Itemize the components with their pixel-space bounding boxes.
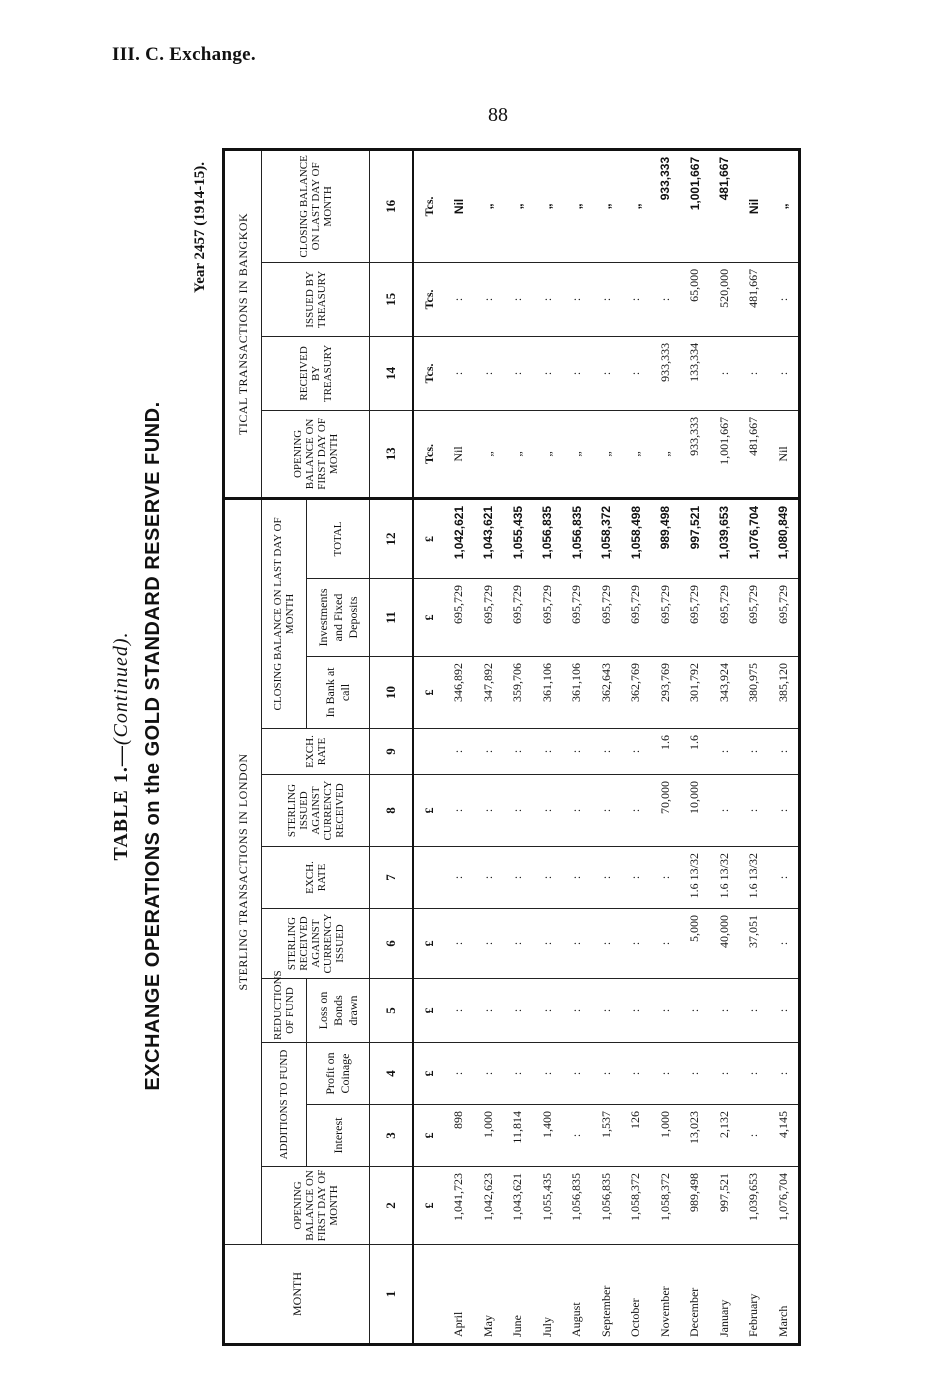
unit-label — [413, 1245, 444, 1345]
cell-c12: 1,058,498 — [621, 498, 651, 578]
cell-c13: „ — [474, 410, 504, 498]
cell-c16: „ — [503, 149, 533, 262]
unit-label: £ — [413, 1105, 444, 1167]
cell-c8: : — [769, 775, 800, 847]
cell-c4: : — [503, 1043, 533, 1105]
cell-c16: „ — [533, 149, 563, 262]
column-number-row — [370, 149, 414, 1344]
cell-c8: : — [621, 775, 651, 847]
table-row — [651, 149, 681, 1344]
month-cell — [680, 1245, 710, 1345]
cell-c5: : — [739, 979, 769, 1043]
cell-c9: : — [710, 729, 740, 775]
column-number: 6 — [370, 909, 414, 979]
cell-c15: : — [503, 262, 533, 336]
cell-c4: : — [739, 1043, 769, 1105]
cell-c12: 1,039,653 — [710, 498, 740, 578]
cell-c14: : — [474, 336, 504, 410]
cell-c10: 380,975 — [739, 657, 769, 729]
column-number: 9 — [370, 729, 414, 775]
month-label: June — [510, 1315, 525, 1337]
table-row — [562, 149, 592, 1344]
cell-c5: : — [680, 979, 710, 1043]
cell-c6: : — [769, 909, 800, 979]
cell-c16: „ — [769, 149, 800, 262]
unit-label — [413, 729, 444, 775]
cell-c5: : — [444, 979, 474, 1043]
cell-c3: 1,000 — [651, 1105, 681, 1167]
cell-c14: : — [533, 336, 563, 410]
cell-c13: „ — [592, 410, 622, 498]
cell-c6: : — [474, 909, 504, 979]
cell-c10: 293,769 — [651, 657, 681, 729]
header-c5: Loss on Bonds drawn — [307, 979, 370, 1043]
table-row — [503, 149, 533, 1344]
cell-c9: 1.6 — [651, 729, 681, 775]
cell-c12: 1,043,621 — [474, 498, 504, 578]
cell-c3: 2,132 — [710, 1105, 740, 1167]
column-number: 8 — [370, 775, 414, 847]
table-title-main: TABLE 1.— — [110, 745, 132, 861]
cell-c11: 695,729 — [562, 579, 592, 657]
cell-c15: : — [562, 262, 592, 336]
cell-c9: : — [503, 729, 533, 775]
header-c2: OPENING BALANCE ON FIRST DAY OF MONTH — [262, 1167, 370, 1245]
unit-label: Tcs. — [413, 262, 444, 336]
cell-c14: : — [592, 336, 622, 410]
unit-label: £ — [413, 498, 444, 578]
cell-c15: : — [592, 262, 622, 336]
cell-c13: „ — [562, 410, 592, 498]
cell-c10: 301,792 — [680, 657, 710, 729]
column-number: 16 — [370, 149, 414, 262]
cell-c2: 1,076,704 — [769, 1167, 800, 1245]
column-number: 7 — [370, 847, 414, 909]
cell-c16: 933,333 — [651, 149, 681, 262]
cell-c14: 133,334 — [680, 336, 710, 410]
month-label: January — [716, 1299, 731, 1337]
month-cell — [444, 1245, 474, 1345]
cell-c2: 1,056,835 — [592, 1167, 622, 1245]
cell-c4: : — [621, 1043, 651, 1105]
cell-c2: 1,055,435 — [533, 1167, 563, 1245]
cell-c16: Nil — [739, 149, 769, 262]
cell-c10: 385,120 — [769, 657, 800, 729]
cell-c11: 695,729 — [533, 579, 563, 657]
cell-c6: : — [533, 909, 563, 979]
cell-c13: „ — [503, 410, 533, 498]
month-label: November — [657, 1286, 672, 1337]
month-cell — [533, 1245, 563, 1345]
cell-c10: 343,924 — [710, 657, 740, 729]
cell-c16: „ — [621, 149, 651, 262]
year-label: Year 2457 (1914-15). — [192, 162, 208, 293]
cell-c7: : — [533, 847, 563, 909]
unit-label: £ — [413, 775, 444, 847]
cell-c6: : — [503, 909, 533, 979]
cell-c11: 695,729 — [739, 579, 769, 657]
cell-c5: : — [503, 979, 533, 1043]
group-closing: CLOSING BALANCE ON LAST DAY OF MONTH — [262, 498, 307, 728]
cell-c9: : — [533, 729, 563, 775]
header-c13: OPENING BALANCE ON FIRST DAY OF MONTH — [262, 410, 370, 498]
cell-c7: : — [769, 847, 800, 909]
column-number: 13 — [370, 410, 414, 498]
month-label: September — [598, 1285, 613, 1337]
unit-label: £ — [413, 909, 444, 979]
month-label: July — [539, 1316, 554, 1337]
cell-c13: 481,667 — [739, 410, 769, 498]
cell-c9: : — [562, 729, 592, 775]
cell-c11: 695,729 — [769, 579, 800, 657]
cell-c12: 1,055,435 — [503, 498, 533, 578]
cell-c15: : — [621, 262, 651, 336]
cell-c2: 997,521 — [710, 1167, 740, 1245]
cell-c10: 361,106 — [533, 657, 563, 729]
unit-label: Tcs. — [413, 410, 444, 498]
cell-c15: 520,000 — [710, 262, 740, 336]
cell-c2: 1,039,653 — [739, 1167, 769, 1245]
cell-c8: : — [533, 775, 563, 847]
cell-c6: : — [444, 909, 474, 979]
unit-label — [413, 847, 444, 909]
header-c4: Profit on Coinage — [307, 1043, 370, 1105]
cell-c4: : — [769, 1043, 800, 1105]
header-c12: TOTAL — [307, 498, 370, 578]
month-label: August — [569, 1302, 584, 1337]
unit-label: Tcs. — [413, 149, 444, 262]
cell-c9: : — [739, 729, 769, 775]
cell-c6: 40,000 — [710, 909, 740, 979]
cell-c14: : — [503, 336, 533, 410]
cell-c3: 13,023 — [680, 1105, 710, 1167]
month-cell — [739, 1245, 769, 1345]
group-additions: ADDITIONS TO FUND — [262, 1043, 307, 1167]
cell-c2: 989,498 — [680, 1167, 710, 1245]
cell-c14: : — [739, 336, 769, 410]
cell-c10: 362,643 — [592, 657, 622, 729]
cell-c13: „ — [533, 410, 563, 498]
section-heading: III. C. Exchange. — [112, 44, 256, 65]
cell-c4: : — [680, 1043, 710, 1105]
table-row — [444, 149, 474, 1344]
table-row — [710, 149, 740, 1344]
month-label: February — [746, 1293, 761, 1337]
table-row — [680, 149, 710, 1344]
cell-c11: 695,729 — [503, 579, 533, 657]
cell-c7: 1.6 13/32 — [739, 847, 769, 909]
cell-c15: : — [533, 262, 563, 336]
cell-c3: 4,145 — [769, 1105, 800, 1167]
header-c3: Interest — [307, 1105, 370, 1167]
cell-c5: : — [769, 979, 800, 1043]
header-month: MONTH — [224, 1245, 370, 1345]
column-number: 15 — [370, 262, 414, 336]
cell-c7: 1.6 13/32 — [710, 847, 740, 909]
cell-c4: : — [710, 1043, 740, 1105]
cell-c3: 1,000 — [474, 1105, 504, 1167]
cell-c5: : — [562, 979, 592, 1043]
table-row — [474, 149, 504, 1344]
cell-c7: : — [444, 847, 474, 909]
month-label: April — [451, 1311, 466, 1337]
cell-c9: 1.6 — [680, 729, 710, 775]
cell-c9: : — [769, 729, 800, 775]
month-cell — [474, 1245, 504, 1345]
cell-c2: 1,058,372 — [651, 1167, 681, 1245]
cell-c15: : — [474, 262, 504, 336]
table-title-continued: (Continued). — [110, 631, 132, 746]
cell-c8: : — [474, 775, 504, 847]
month-label: March — [775, 1305, 790, 1337]
month-cell — [592, 1245, 622, 1345]
month-cell — [621, 1245, 651, 1345]
cell-c9: : — [444, 729, 474, 775]
cell-c15: 65,000 — [680, 262, 710, 336]
column-number: 14 — [370, 336, 414, 410]
cell-c9: : — [474, 729, 504, 775]
table-row — [739, 149, 769, 1344]
cell-c13: Nil — [444, 410, 474, 498]
cell-c13: 933,333 — [680, 410, 710, 498]
cell-c5: : — [710, 979, 740, 1043]
cell-c7: : — [621, 847, 651, 909]
cell-c10: 359,706 — [503, 657, 533, 729]
header-c10: In Bank at call — [307, 657, 370, 729]
cell-c16: Nil — [444, 149, 474, 262]
table-row — [592, 149, 622, 1344]
unit-row — [413, 149, 444, 1344]
cell-c5: : — [533, 979, 563, 1043]
cell-c10: 347,892 — [474, 657, 504, 729]
group-london: STERLING TRANSACTIONS IN LONDON — [224, 498, 262, 1244]
exchange-table — [222, 148, 801, 1346]
cell-c11: 695,729 — [651, 579, 681, 657]
cell-c14: : — [710, 336, 740, 410]
cell-c3: 898 — [444, 1105, 474, 1167]
cell-c9: : — [592, 729, 622, 775]
cell-c11: 695,729 — [680, 579, 710, 657]
month-cell — [769, 1245, 800, 1345]
cell-c10: 362,769 — [621, 657, 651, 729]
month-cell — [562, 1245, 592, 1345]
cell-c8: 70,000 — [651, 775, 681, 847]
cell-c16: „ — [592, 149, 622, 262]
cell-c5: : — [651, 979, 681, 1043]
cell-c13: „ — [621, 410, 651, 498]
table-body — [444, 149, 800, 1344]
cell-c6: 37,051 — [739, 909, 769, 979]
month-label: May — [480, 1315, 495, 1337]
header-c6: STERLING RECEIVED AGAINST CURRENCY ISSUED — [262, 909, 370, 979]
cell-c3: : — [562, 1105, 592, 1167]
cell-c14: 933,333 — [651, 336, 681, 410]
cell-c7: : — [592, 847, 622, 909]
cell-c7: : — [651, 847, 681, 909]
cell-c8: : — [562, 775, 592, 847]
cell-c13: 1,001,667 — [710, 410, 740, 498]
cell-c12: 1,080,849 — [769, 498, 800, 578]
cell-c4: : — [444, 1043, 474, 1105]
cell-c5: : — [592, 979, 622, 1043]
cell-c16: 481,667 — [710, 149, 740, 262]
column-number: 5 — [370, 979, 414, 1043]
cell-c8: 10,000 — [680, 775, 710, 847]
cell-c12: 997,521 — [680, 498, 710, 578]
unit-label: £ — [413, 979, 444, 1043]
header-c8: STERLING ISSUED AGAINST CURRENCY RECEIVED — [262, 775, 370, 847]
month-cell — [503, 1245, 533, 1345]
header-c14: RECEIVED BY TREASURY — [262, 336, 370, 410]
unit-label: Tcs. — [413, 336, 444, 410]
cell-c8: : — [503, 775, 533, 847]
header-c15: ISSUED BY TREASURY — [262, 262, 370, 336]
table-subtitle: EXCHANGE OPERATIONS on the GOLD STANDARD RESERVE FUND. — [142, 401, 164, 1091]
cell-c8: : — [739, 775, 769, 847]
column-number: 10 — [370, 657, 414, 729]
cell-c11: 695,729 — [592, 579, 622, 657]
group-reductions: REDUCTIONS OF FUND — [262, 979, 307, 1043]
unit-label: £ — [413, 1043, 444, 1105]
unit-label: £ — [413, 1167, 444, 1245]
cell-c9: : — [621, 729, 651, 775]
table-row — [621, 149, 651, 1344]
page-number: 88 — [488, 104, 508, 126]
cell-c4: : — [592, 1043, 622, 1105]
unit-label: £ — [413, 657, 444, 729]
header-c11: Investments and Fixed Deposits — [307, 579, 370, 657]
cell-c6: 5,000 — [680, 909, 710, 979]
cell-c12: 989,498 — [651, 498, 681, 578]
table-title — [110, 146, 133, 1346]
cell-c12: 1,042,621 — [444, 498, 474, 578]
cell-c12: 1,056,835 — [533, 498, 563, 578]
column-number: 12 — [370, 498, 414, 578]
cell-c12: 1,076,704 — [739, 498, 769, 578]
cell-c15: 481,667 — [739, 262, 769, 336]
column-number: 4 — [370, 1043, 414, 1105]
cell-c10: 346,892 — [444, 657, 474, 729]
month-label: October — [628, 1298, 643, 1337]
cell-c6: : — [621, 909, 651, 979]
cell-c7: 1.6 13/32 — [680, 847, 710, 909]
cell-c3: 1,400 — [533, 1105, 563, 1167]
cell-c15: : — [769, 262, 800, 336]
cell-c7: : — [503, 847, 533, 909]
cell-c13: „ — [651, 410, 681, 498]
cell-c2: 1,042,623 — [474, 1167, 504, 1245]
cell-c5: : — [474, 979, 504, 1043]
cell-c6: : — [592, 909, 622, 979]
column-number: 2 — [370, 1167, 414, 1245]
cell-c3: 1,537 — [592, 1105, 622, 1167]
cell-c4: : — [562, 1043, 592, 1105]
unit-label: £ — [413, 579, 444, 657]
cell-c13: Nil — [769, 410, 800, 498]
cell-c12: 1,056,835 — [562, 498, 592, 578]
cell-c11: 695,729 — [621, 579, 651, 657]
table-row — [769, 149, 800, 1344]
cell-c15: : — [651, 262, 681, 336]
cell-c14: : — [562, 336, 592, 410]
cell-c14: : — [444, 336, 474, 410]
cell-c14: : — [621, 336, 651, 410]
header-c16: CLOSING BALANCE ON LAST DAY OF MONTH — [262, 149, 370, 262]
cell-c16: 1,001,667 — [680, 149, 710, 262]
cell-c10: 361,106 — [562, 657, 592, 729]
cell-c2: 1,041,723 — [444, 1167, 474, 1245]
cell-c11: 695,729 — [444, 579, 474, 657]
cell-c16: „ — [562, 149, 592, 262]
cell-c15: : — [444, 262, 474, 336]
cell-c12: 1,058,372 — [592, 498, 622, 578]
cell-c5: : — [621, 979, 651, 1043]
cell-c8: : — [592, 775, 622, 847]
table-row — [533, 149, 563, 1344]
cell-c8: : — [444, 775, 474, 847]
cell-c6: : — [562, 909, 592, 979]
cell-c4: : — [533, 1043, 563, 1105]
header-c9: EXCH. RATE — [262, 729, 370, 775]
cell-c11: 695,729 — [474, 579, 504, 657]
cell-c6: : — [651, 909, 681, 979]
column-number: 3 — [370, 1105, 414, 1167]
cell-c2: 1,056,835 — [562, 1167, 592, 1245]
month-cell — [710, 1245, 740, 1345]
cell-c7: : — [474, 847, 504, 909]
column-number: 1 — [370, 1245, 414, 1345]
cell-c2: 1,043,621 — [503, 1167, 533, 1245]
cell-c3: 126 — [621, 1105, 651, 1167]
cell-c2: 1,058,372 — [621, 1167, 651, 1245]
group-bangkok: TICAL TRANSACTIONS IN BANGKOK — [224, 149, 262, 498]
cell-c7: : — [562, 847, 592, 909]
cell-c3: : — [739, 1105, 769, 1167]
month-label: December — [687, 1287, 702, 1337]
cell-c16: „ — [474, 149, 504, 262]
month-cell — [651, 1245, 681, 1345]
cell-c8: : — [710, 775, 740, 847]
cell-c4: : — [651, 1043, 681, 1105]
rotated-table-block — [80, 146, 940, 1346]
cell-c4: : — [474, 1043, 504, 1105]
cell-c11: 695,729 — [710, 579, 740, 657]
column-number: 11 — [370, 579, 414, 657]
header-c7: EXCH. RATE — [262, 847, 370, 909]
cell-c14: : — [769, 336, 800, 410]
cell-c3: 11,814 — [503, 1105, 533, 1167]
